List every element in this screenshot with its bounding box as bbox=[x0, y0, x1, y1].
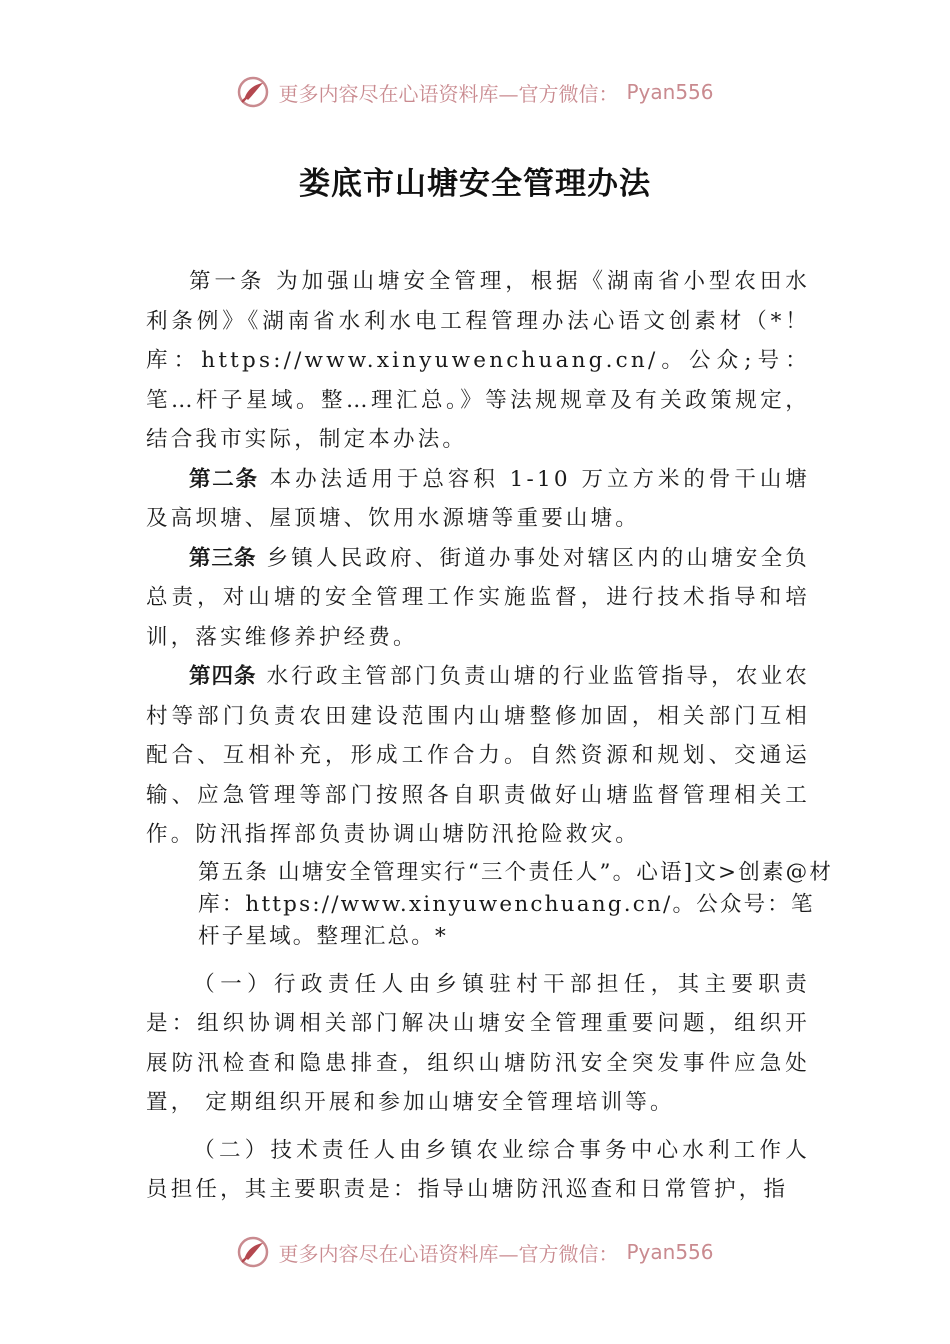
article-2 bbox=[146, 460, 810, 539]
article-3-label: 第三条 bbox=[189, 545, 257, 571]
article-5-label: 第五条 bbox=[198, 859, 270, 885]
article-1 bbox=[146, 262, 810, 460]
article-1-text: 为加强山塘安全管理，根据《湖南省小型农田水利条例》《湖南省水利水电工程管理办法心语文创素材（*！库：https://www.xinyuwenchuang.cn/。公众;号：笔…杆子星域。整…理汇总。》等法规规章及有关政策规定，结合我市实际，制定本办法。 bbox=[146, 269, 810, 452]
watermark-footer bbox=[0, 1232, 950, 1272]
list-item-1: （一）行政责任人由乡镇驻村干部担任，其主要职责是：组织协调相关部门解决山塘安全管理重要问题，组织开展防汛检查和隐患排查，组织山塘防汛安全突发事件应急处置， 定期组织开展和参加山塘安全管理培训等。 bbox=[146, 971, 810, 1115]
document-body bbox=[146, 262, 834, 1210]
article-3 bbox=[146, 539, 810, 658]
article-4 bbox=[146, 657, 810, 855]
watermark-id: Pyan556 bbox=[626, 80, 714, 104]
list-item-2: （二）技术责任人由乡镇农业综合事务中心水利工作人员担任，其主要职责是：指导山塘防汛巡查和日常管护，指 bbox=[146, 1137, 810, 1202]
document-title: 娄底市山塘安全管理办法 bbox=[299, 166, 651, 202]
article-4-text: 水行政主管部门负责山塘的行业监管指导，农业农村等部门负责农田建设范围内山塘整修加固，相关部门互相配合、互相补充，形成工作合力。自然资源和规划、交通运输、应急管理等部门按照各自职责做好山塘监督管理相关工作。防汛指挥部负责协调山塘防汛抢险救灾。 bbox=[146, 664, 810, 847]
article-3-text: 乡镇人民政府、街道办事处对辖区内的山塘安全负总责，对山塘的安全管理工作实施监督，进行技术指导和培训，落实维修养护经费。 bbox=[146, 545, 810, 650]
article-5 bbox=[146, 857, 838, 953]
article-1-label: 第一条 bbox=[189, 269, 266, 294]
watermark-text: 更多内容尽在心语资料库—官方微信： bbox=[278, 81, 619, 106]
article-2-label: 第二条 bbox=[189, 466, 259, 492]
watermark-id: Pyan556 bbox=[626, 1240, 714, 1264]
logo-icon bbox=[236, 1235, 270, 1269]
article-5-text: 山塘安全管理实行“三个责任人”。心语]文>创素@材库：https://www.xinyuwenchuang.cn/。公众号：笔杆子星域。整理汇总。* bbox=[198, 859, 834, 949]
watermark-header bbox=[0, 72, 950, 112]
logo-icon bbox=[236, 75, 270, 109]
article-2-text: 本办法适用于总容积 1-10 万立方米的骨干山塘及高坝塘、屋顶塘、饮用水源塘等重要山塘。 bbox=[146, 466, 810, 531]
article-4-label: 第四条 bbox=[189, 664, 257, 689]
watermark-text: 更多内容尽在心语资料库—官方微信： bbox=[278, 1241, 619, 1266]
